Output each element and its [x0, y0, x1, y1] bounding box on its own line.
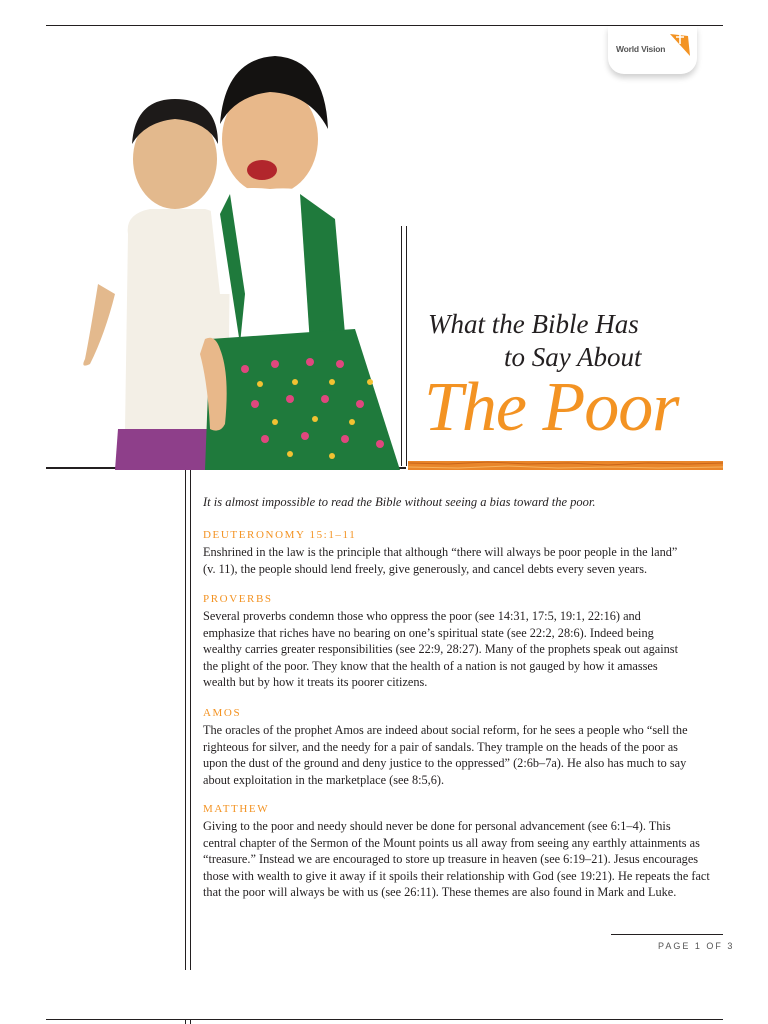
logo-text: World Vision: [616, 44, 666, 54]
body-line: wealth but by how it treats its poorer citizens.: [203, 675, 428, 690]
section-heading-proverbs: PROVERBS: [203, 593, 273, 605]
body-line: righteous for silver, and the needy for a pair of sandals. They trample on the heads of the poor as: [203, 739, 678, 754]
orange-decorative-strip: [408, 461, 723, 470]
section-body-proverbs: [203, 608, 725, 691]
world-vision-star-icon: [668, 30, 692, 58]
body-line: the plight of the poor. They know that the health of a nation is not gauged by how it amasses: [203, 658, 658, 673]
title-line-2: to Say About: [504, 342, 642, 372]
body-line: wealthy carries greater responsibilities (see 22:9, 28:27). Many of the prophets speak out against: [203, 642, 679, 657]
body-line: The oracles of the prophet Amos are indeed about social reform, for he sees a people who “sell the: [203, 723, 688, 737]
bottom-rule: [46, 1019, 723, 1020]
body-line: (v. 11), the people should lend freely, give generously, and cancel debts every seven years.: [203, 561, 648, 576]
section-heading-matthew: MATTHEW: [203, 803, 270, 815]
body-line: those with wealth to give it away if it spoils their relationship with God (see 19:21). He repeats the fact: [203, 868, 710, 883]
body-line: emphasize that riches have no bearing on one’s spiritual state (see 22:2, 28:6). Indeed being: [203, 625, 654, 640]
column-rule-tail-a: [185, 1019, 186, 1024]
intro-sentence: It is almost impossible to read the Bible without seeing a bias toward the poor.: [203, 495, 596, 509]
title-line-1: What the Bible Has: [428, 309, 639, 339]
body-line: upon the dust of the ground and deny justice to the oppressed” (2:6b–7a). He also has much to say: [203, 756, 687, 771]
body-line: Several proverbs condemn those who oppress the poor (see 14:31, 17:5, 19:1, 22:16) and: [203, 609, 641, 623]
body-line: central chapter of the Sermon of the Mount points us all away from seeing any earthly attainments as: [203, 835, 700, 850]
column-rule-inner: [190, 470, 191, 970]
body-line: Enshrined in the law is the principle that although “there will always be poor people in the land”: [203, 545, 678, 559]
children-photo: [70, 44, 408, 470]
section-heading-deuteronomy: DEUTERONOMY 15:1–11: [203, 529, 357, 541]
section-body-amos: [203, 722, 725, 788]
section-body-matthew: [203, 818, 725, 901]
body-line: Giving to the poor and needy should never be done for personal advancement (see 6:1–4). This: [203, 819, 671, 833]
section-heading-amos: AMOS: [203, 707, 242, 719]
column-rule-tail-b: [190, 1019, 191, 1024]
section-body-deuteronomy: [203, 544, 725, 577]
column-rule-outer: [185, 470, 186, 970]
body-line: about exploitation in the marketplace (see 8:5,6).: [203, 772, 445, 787]
title-main: The Poor: [424, 369, 679, 446]
body-line: “treasure.” Instead we are encouraged to store up treasure in heaven (see 6:19–21). Jesus encourages: [203, 852, 699, 867]
footer-rule: [611, 934, 723, 935]
body-line: that the poor will always be with us (see 26:11). These themes are also found in Mark and Luke.: [203, 885, 677, 900]
page-number: PAGE 1 OF 3: [658, 941, 735, 951]
